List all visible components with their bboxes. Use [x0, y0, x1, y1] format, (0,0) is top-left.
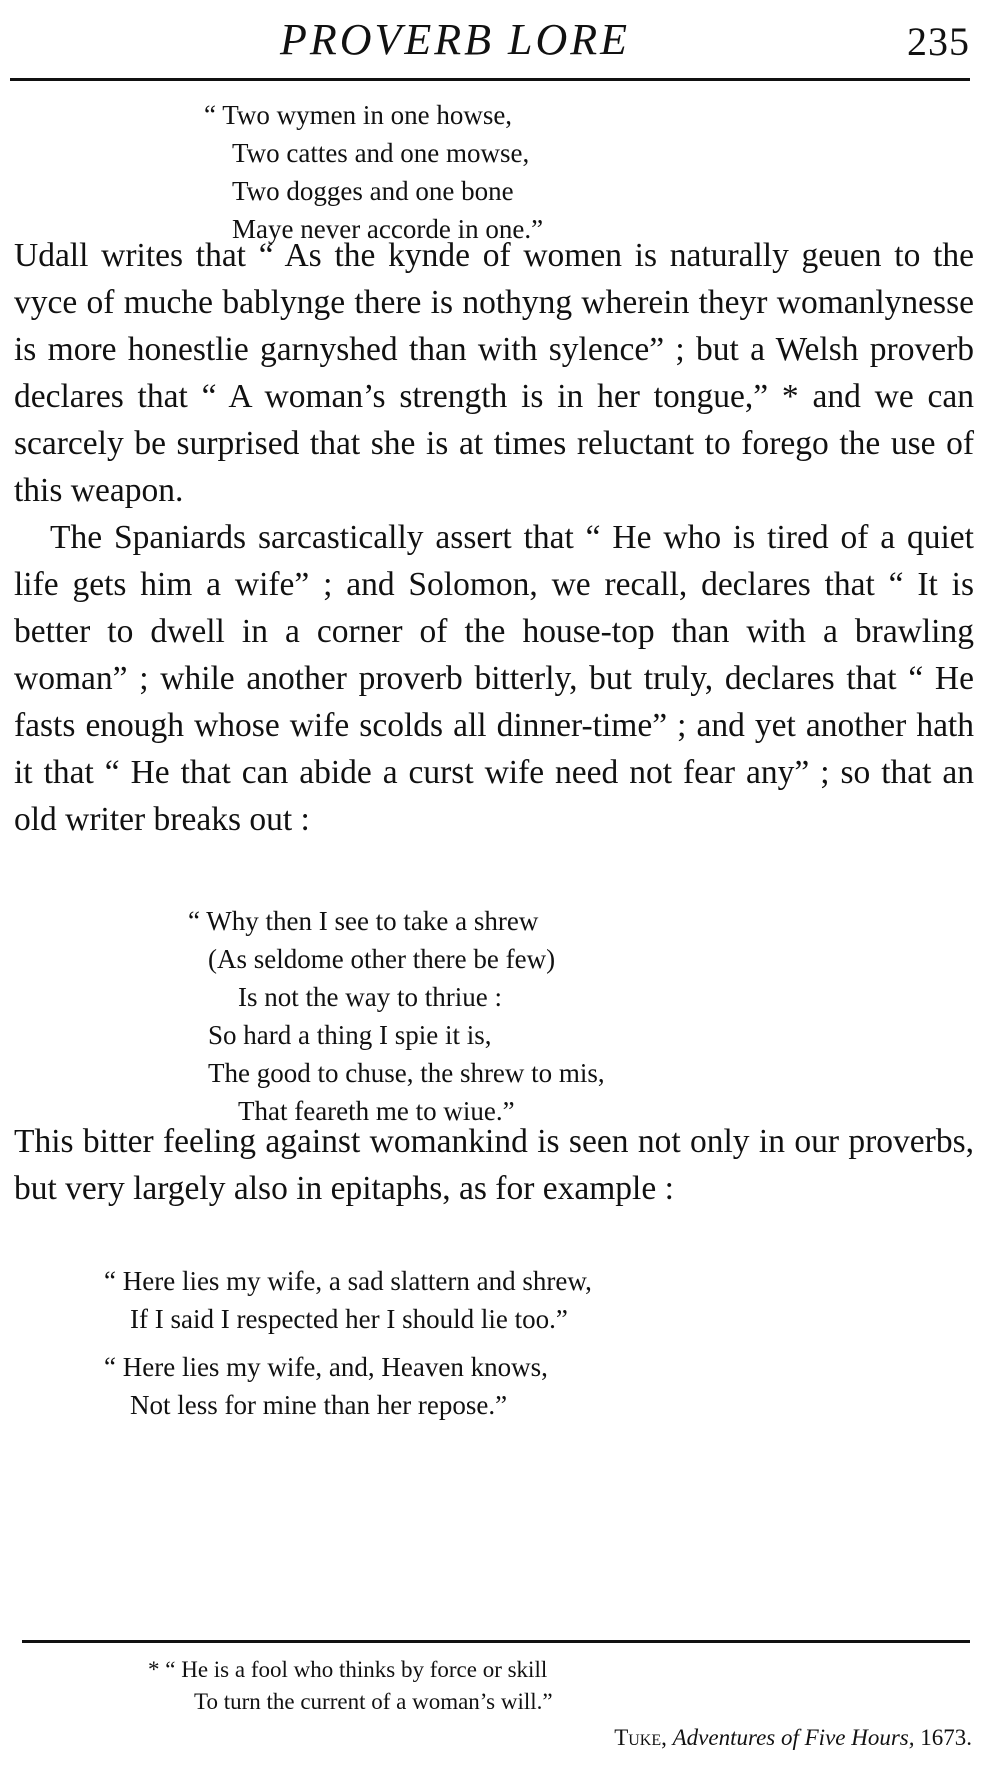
- verse-line: That feareth me to wiue.”: [238, 1096, 515, 1126]
- verse-line: Is not the way to thriue :: [238, 982, 502, 1012]
- epitaph-line: Not less for mine than her repose.”: [130, 1390, 508, 1420]
- paragraph-udall: Udall writes that “ As the kynde of women is naturally geuen to the vyce of muche bablynge there is nothyng wherein theyr womanlynesse is more honestlie garnyshed than with sylence” ; but a Welsh proverb declares that “ A woman’s strength is in her tongue,” * and we can scarcely be surprised that she is at times reluctant to forego the use of this weapon.: [14, 237, 974, 509]
- footnote: [148, 1654, 553, 1718]
- epitaph-repose: [104, 1348, 548, 1424]
- epitaph-line: “ Here lies my wife, and, Heaven knows,: [104, 1352, 548, 1382]
- body-text-1: [14, 232, 974, 843]
- paragraph-spaniards: The Spaniards sarcastically assert that “ He who is tired of a quiet life gets him a wife” ; and Solomon, we recall, declares that “ It is better to dwell in a corner of the house-top than with a brawling woman” ; while another proverb bitterly, but truly, declares that “ He fasts enough whose wife scolds all dinner-time” ; and yet another hath it that “ He that can abide a curst wife need not fear any” ; so that an old writer breaks out :: [14, 519, 974, 838]
- footnote-work: Adventures of Five Hours,: [672, 1725, 915, 1750]
- verse-line: Two cattes and one mowse,: [232, 138, 530, 168]
- footnote-line: * “ He is a fool who thinks by force or skill: [148, 1657, 548, 1682]
- epitaph-line: If I said I respected her I should lie too.”: [130, 1304, 568, 1334]
- body-text-2: [14, 1118, 974, 1212]
- verse-shrew: [188, 902, 605, 1130]
- footnote-author: Tuke,: [614, 1725, 667, 1750]
- footnote-attribution: [614, 1722, 972, 1754]
- page-header: [10, 14, 970, 70]
- verse-line: Maye never accorde in one.”: [232, 214, 544, 244]
- epitaph-slattern: [104, 1262, 592, 1338]
- epitaph-line: “ Here lies my wife, a sad slattern and shrew,: [104, 1266, 592, 1296]
- verse-line: (As seldome other there be few): [208, 944, 556, 974]
- verse-line: So hard a thing I spie it is,: [208, 1020, 492, 1050]
- verse-line: “ Two wymen in one howse,: [204, 100, 513, 130]
- header-rule: [10, 78, 970, 81]
- footnote-rule: [22, 1640, 970, 1643]
- verse-line: Two dogges and one bone: [232, 176, 514, 206]
- footnote-year: 1673.: [920, 1725, 972, 1750]
- footnote-line: To turn the current of a woman’s will.”: [194, 1689, 553, 1714]
- running-title: PROVERB LORE: [280, 15, 631, 64]
- page-number: 235: [907, 19, 970, 64]
- verse-line: The good to chuse, the shrew to mis,: [208, 1058, 605, 1088]
- verse-line: “ Why then I see to take a shrew: [188, 906, 539, 936]
- verse-two-wymen: [204, 96, 543, 248]
- paragraph-womankind: This bitter feeling against womankind is seen not only in our proverbs, but very largely also in epitaphs, as for example :: [14, 1123, 974, 1207]
